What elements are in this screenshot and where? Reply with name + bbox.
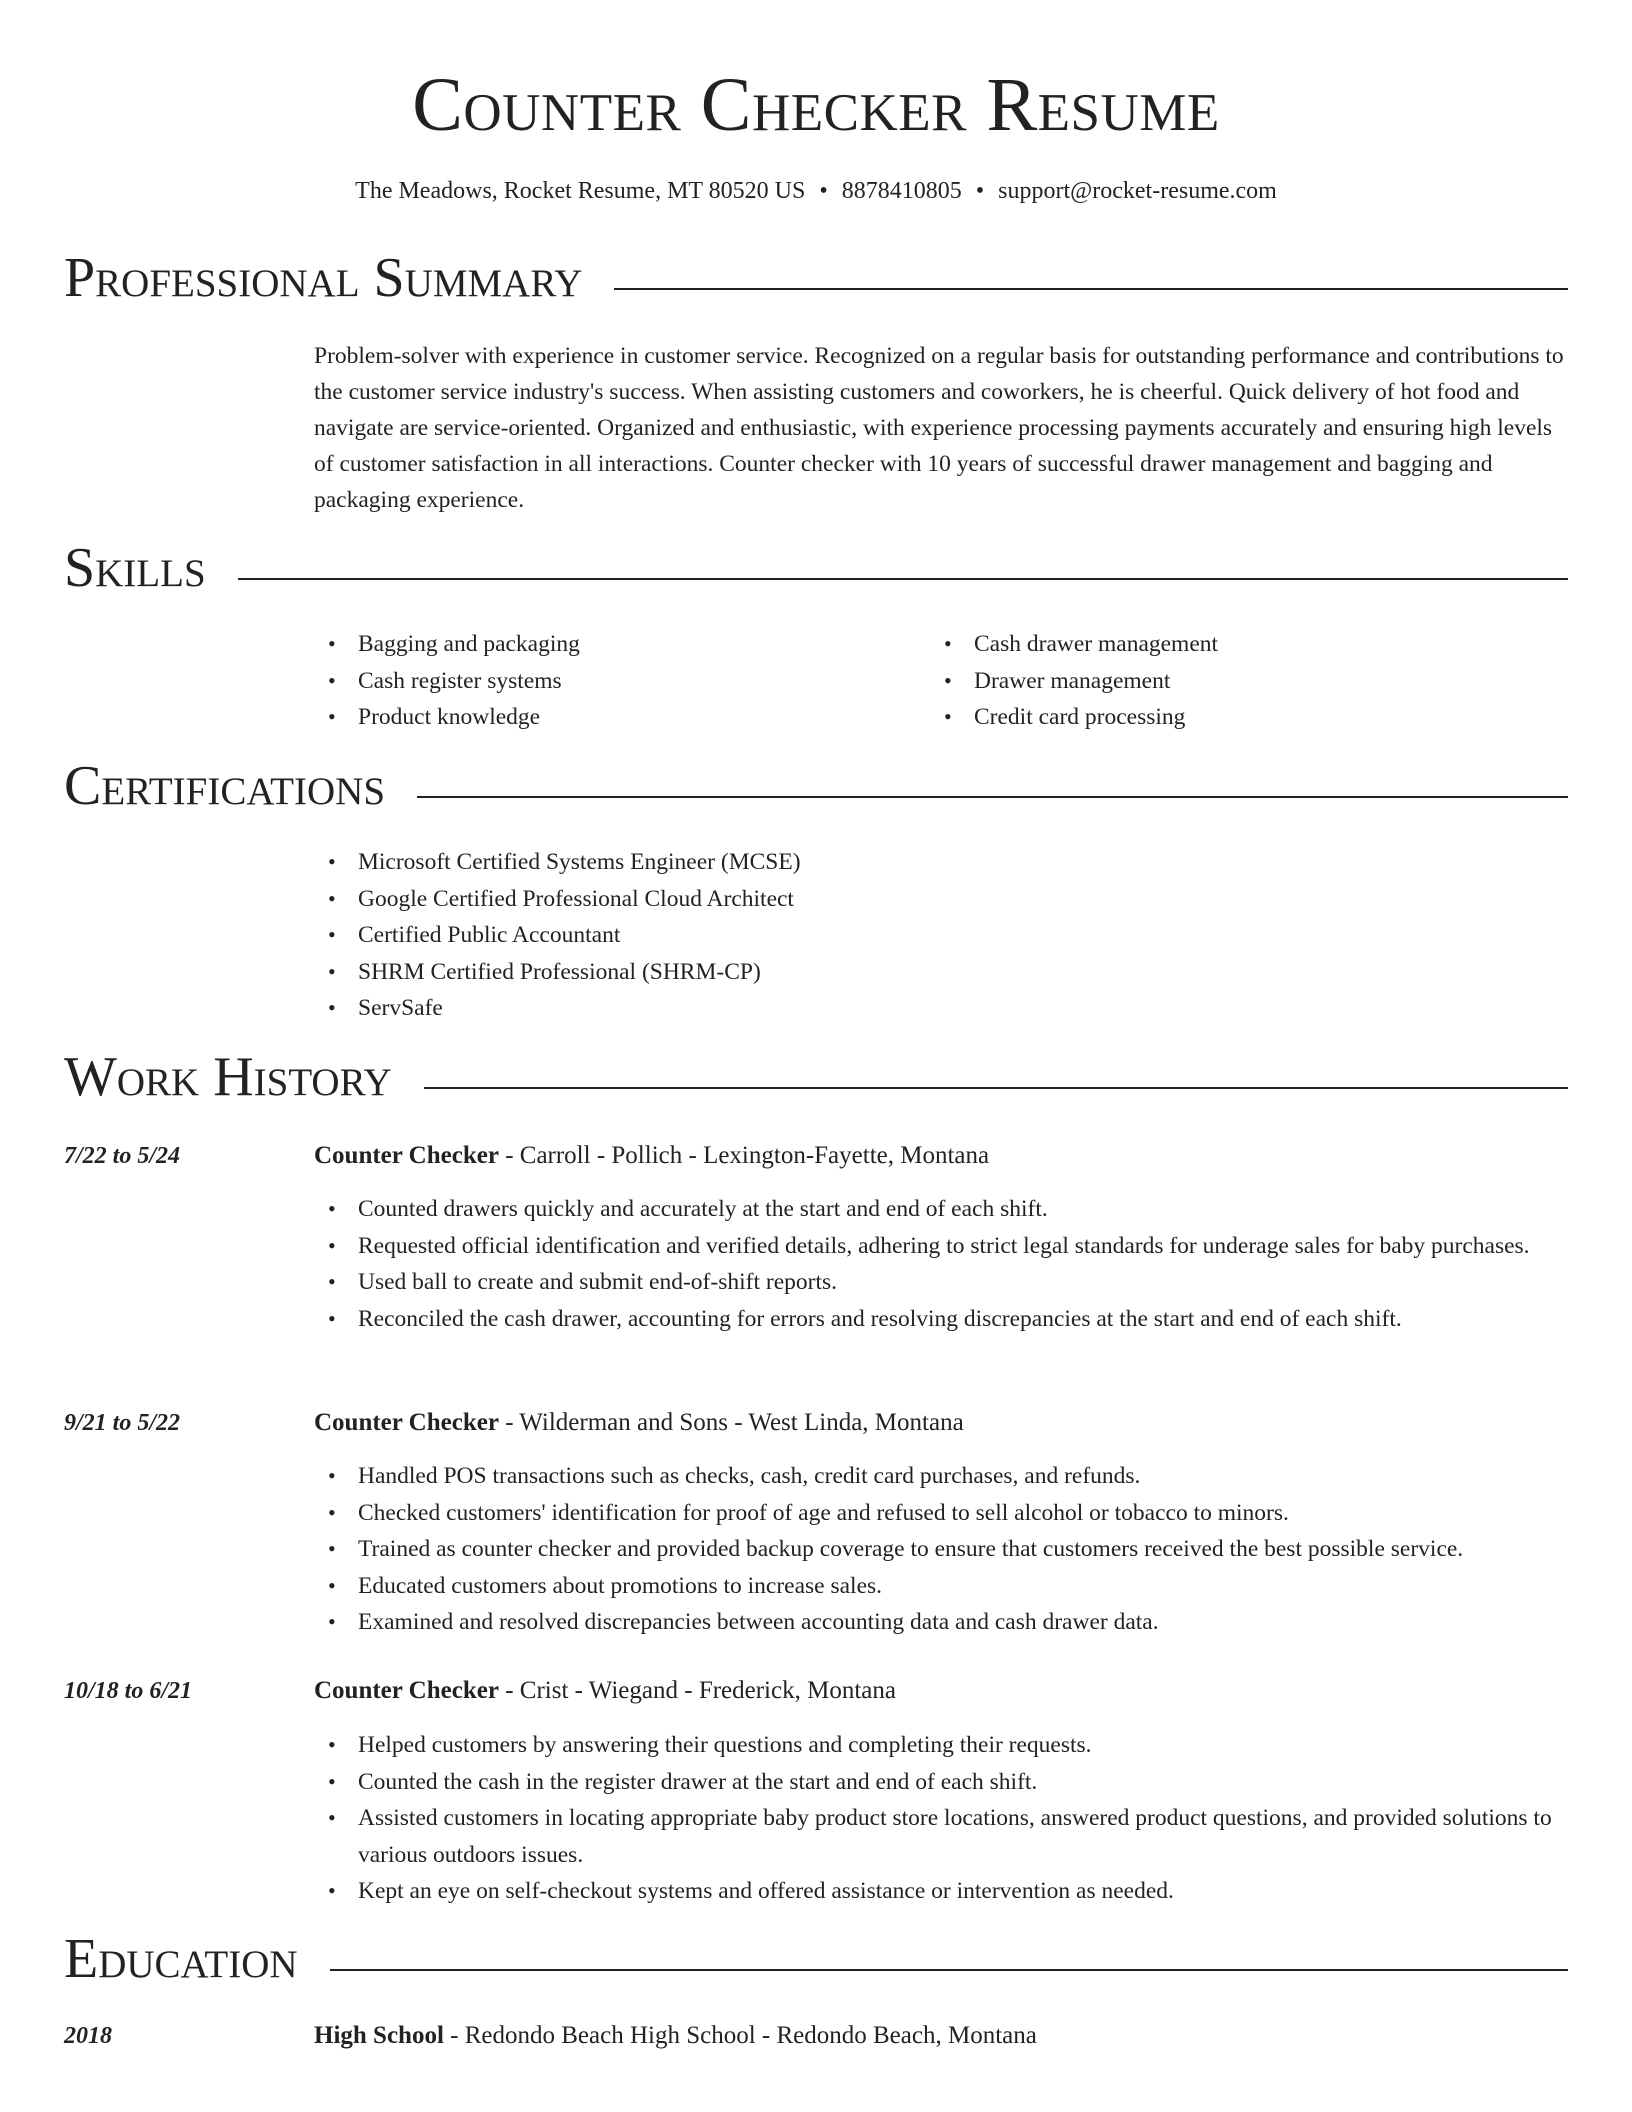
section-heading-skills: Skills <box>64 536 238 600</box>
section-header-education <box>64 1927 1568 1997</box>
education-year: 2018 <box>64 2023 112 2049</box>
certification-item: • ServSafe <box>314 990 1568 1027</box>
section-rule <box>64 578 1568 580</box>
certifications-list <box>314 844 1568 1027</box>
address: The Meadows, Rocket Resume, MT 80520 US <box>355 178 806 204</box>
job-heading <box>314 1405 1568 1441</box>
job-dates: 7/22 to 5/24 <box>64 1143 181 1169</box>
resume-title: Counter Checker Resume <box>412 63 1220 147</box>
job-dates: 10/18 to 6/21 <box>64 1678 193 1704</box>
job-employer: - Wilderman and Sons - West Linda, Montana <box>498 1409 964 1436</box>
skill-item: • Product knowledge <box>314 699 914 736</box>
job-bullets <box>314 1727 1568 1910</box>
skill-item: • Credit card processing <box>930 699 1530 736</box>
job-employer: - Carroll - Pollich - Lexington-Fayette, Montana <box>498 1142 990 1169</box>
section-heading-work: Work History <box>64 1045 424 1109</box>
job-bullet: • Counted drawers quickly and accurately at the start and end of each shift. <box>314 1191 1568 1228</box>
job-bullet: • Reconciled the cash drawer, accounting for errors and resolving discrepancies at the start and end of each shift. <box>314 1301 1568 1338</box>
job-bullet: • Helped customers by answering their questions and completing their requests. <box>314 1727 1568 1764</box>
certification-item: • Microsoft Certified Systems Engineer (MCSE) <box>314 844 1568 881</box>
job-bullets <box>314 1458 1568 1641</box>
job-bullet: • Checked customers' identification for proof of age and refused to sell alcohol or tobacco to minors. <box>314 1495 1568 1532</box>
section-header-skills <box>64 536 1568 606</box>
section-heading-education: Education <box>64 1927 330 1991</box>
job-heading <box>314 1673 1568 1709</box>
separator-dot: • <box>819 178 828 204</box>
section-header-certifications <box>64 754 1568 824</box>
skill-item: • Bagging and packaging <box>314 626 914 663</box>
job-bullets <box>314 1191 1568 1337</box>
email-link[interactable]: support@rocket-resume.com <box>998 178 1277 204</box>
section-heading-summary: Professional Summary <box>64 246 614 310</box>
job-heading <box>314 1138 1568 1174</box>
certification-item: • SHRM Certified Professional (SHRM-CP) <box>314 954 1568 991</box>
section-heading-certifications: Certifications <box>64 754 417 818</box>
separator-dot: • <box>975 178 985 204</box>
job-bullet: • Kept an eye on self-checkout systems and offered assistance or intervention as needed. <box>314 1873 1568 1910</box>
job-title: Counter Checker <box>314 1409 499 1436</box>
job-title: Counter Checker <box>314 1677 499 1704</box>
skill-item: • Cash register systems <box>314 663 914 700</box>
summary-text: Problem-solver with experience in customer service. Recognized on a regular basis for outstanding performance and contributions to the customer service industry's success. When assisting customers and coworkers, he is cheerful. Quick delivery of hot food and navigate are service-oriented. Organized and enthusiastic, with experience processing payments accurately and ensuring high levels of customer satisfaction in all interactions. Counter checker with 10 years of successful drawer management and bagging and packaging experience. <box>314 343 1564 513</box>
job-employer: - Crist - Wiegand - Frederick, Montana <box>498 1677 896 1704</box>
phone: 8878410805 <box>841 178 962 204</box>
certification-item: • Certified Public Accountant <box>314 917 1568 954</box>
section-header-summary <box>64 246 1568 316</box>
education-heading <box>314 2018 1568 2054</box>
section-header-work <box>64 1045 1568 1115</box>
job-bullet: • Examined and resolved discrepancies between accounting data and cash drawer data. <box>314 1604 1568 1641</box>
job-bullet: • Used ball to create and submit end-of-shift reports. <box>314 1264 1568 1301</box>
contact-line <box>0 174 1632 208</box>
job-bullet: • Educated customers about promotions to increase sales. <box>314 1568 1568 1605</box>
education-school: - Redondo Beach High School - Redondo Beach, Montana <box>443 2022 1037 2049</box>
skill-item: • Cash drawer management <box>930 626 1530 663</box>
job-title: Counter Checker <box>314 1142 499 1169</box>
job-bullet: • Counted the cash in the register drawer at the start and end of each shift. <box>314 1764 1568 1801</box>
skills-right-column <box>930 626 1530 736</box>
job-bullet: • Trained as counter checker and provided backup coverage to ensure that customers received the best possible service. <box>314 1531 1568 1568</box>
job-bullet: • Handled POS transactions such as checks, cash, credit card purchases, and refunds. <box>314 1458 1568 1495</box>
job-bullet: • Assisted customers in locating appropriate baby product store locations, answered product questions, and provided solutions to various outdoors issues. <box>314 1800 1568 1873</box>
certification-item: • Google Certified Professional Cloud Architect <box>314 881 1568 918</box>
job-dates: 9/21 to 5/22 <box>64 1410 181 1436</box>
skill-item: • Drawer management <box>930 663 1530 700</box>
job-bullet: • Requested official identification and verified details, adhering to strict legal standards for underage sales for baby purchases. <box>314 1228 1568 1265</box>
skills-left-column <box>314 626 914 736</box>
education-degree: High School <box>314 2022 444 2049</box>
